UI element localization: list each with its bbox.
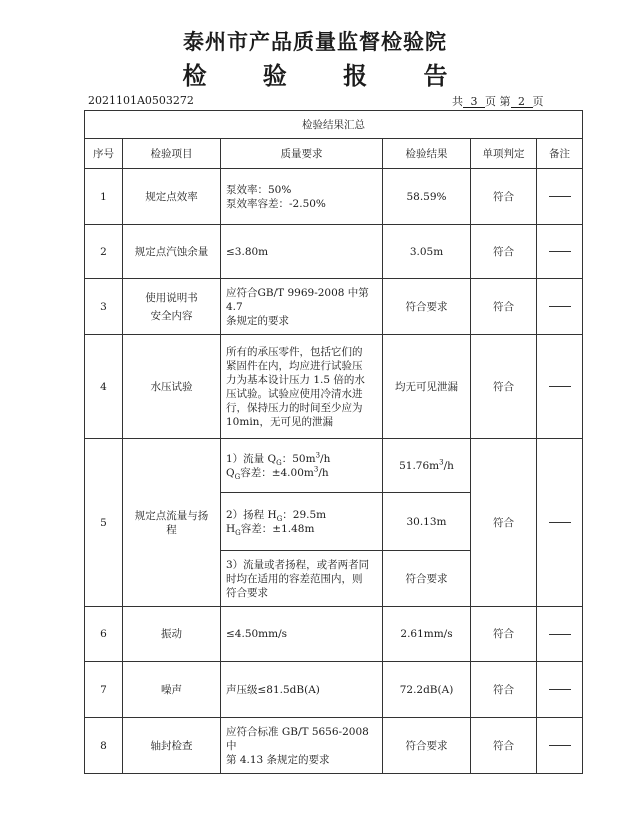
remark-dash [549, 522, 571, 523]
requirement-line: 声压级≤81.5dB(A) [226, 683, 320, 696]
item-line: 安全内容 [150, 309, 193, 322]
quality-requirement [221, 493, 383, 551]
organization-name: 泰州市产品质量监督检验院 [183, 30, 447, 54]
remark [537, 662, 583, 718]
page-total-prefix: 共 [452, 95, 463, 108]
inspection-item: 水压试验 [123, 335, 221, 439]
inspection-result: 符合要求 [383, 551, 471, 607]
item-verdict: 符合 [471, 279, 537, 335]
item-verdict: 符合 [471, 662, 537, 718]
item-verdict: 符合 [471, 439, 537, 607]
requirement-line: 应符合GB/T 9969-2008 中第4.7 [226, 286, 369, 313]
inspection-result: 72.2dB(A) [383, 662, 471, 718]
quality-requirement [221, 718, 383, 774]
item-verdict: 符合 [471, 169, 537, 225]
table-row [85, 169, 583, 225]
requirement-line: 10min，无可见的泄漏 [226, 415, 333, 428]
page-current-prefix: 第 [499, 95, 511, 108]
page-current: 2 [511, 96, 533, 108]
requirement-line: 行，保持压力的时间至少应为 [226, 401, 363, 414]
item-verdict: 符合 [471, 335, 537, 439]
page-word: 页 [485, 95, 496, 108]
remark [537, 169, 583, 225]
remark-dash [549, 386, 571, 387]
row-number: 6 [85, 607, 123, 662]
quality-requirement [221, 335, 383, 439]
requirement-line: $H_G$容差：±1.48m [226, 522, 315, 537]
requirement-line: 所有的承压零件，包括它们的 [226, 345, 363, 358]
quality-requirement [221, 279, 383, 335]
table-row [85, 607, 583, 662]
row-number: 5 [85, 439, 123, 607]
table-row [85, 439, 583, 493]
quality-requirement [221, 169, 383, 225]
remark [537, 718, 583, 774]
report-title: 检 验 报 告 [182, 62, 472, 90]
column-header: 检验结果 [383, 139, 471, 169]
item-line: 规定点流量与扬 [134, 509, 209, 522]
inspection-result: 3.05m [383, 225, 471, 279]
table-row [85, 718, 583, 774]
inspection-result: 58.59% [383, 169, 471, 225]
page-current-suffix: 页 [532, 95, 544, 108]
remark-dash [549, 196, 571, 197]
requirement-line: ≤4.50mm/s [226, 628, 288, 640]
row-number: 3 [85, 279, 123, 335]
inspection-item: 噪声 [123, 662, 221, 718]
column-header: 质量要求 [221, 139, 383, 169]
requirement-line: 压试验。试验应使用冷清水进 [226, 387, 363, 400]
remark-dash [549, 251, 571, 252]
requirement-line: 第 4.13 条规定的要求 [226, 753, 330, 766]
inspection-result: $51.76m^3/h$ [383, 439, 471, 493]
inspection-result: 2.61mm/s [383, 607, 471, 662]
item-verdict: 符合 [471, 225, 537, 279]
item-verdict: 符合 [471, 607, 537, 662]
requirement-line: 力为基本设计压力 1.5 倍的水 [226, 373, 365, 386]
requirement-line: 泵效率：50% [226, 183, 292, 196]
column-header: 序号 [85, 139, 123, 169]
item-line: 使用说明书 [145, 291, 198, 304]
requirement-line: 2）扬程 $H_G$：29.5m [226, 508, 327, 523]
quality-requirement [221, 439, 383, 493]
requirement-line: 3）流量或者扬程，或者两者同 [226, 558, 370, 571]
page-total: 3 [463, 96, 485, 108]
row-number: 8 [85, 718, 123, 774]
report-number: 2021101A0503272 [88, 94, 194, 107]
column-header: 备注 [537, 139, 583, 169]
item-verdict: 符合 [471, 718, 537, 774]
remark-dash [549, 689, 571, 690]
row-number: 4 [85, 335, 123, 439]
inspection-item: 振动 [123, 607, 221, 662]
requirement-line: 条规定的要求 [226, 314, 289, 327]
quality-requirement [221, 225, 383, 279]
requirement-line: 应符合标准 GB/T 5656-2008 中 [226, 725, 369, 752]
remark [537, 439, 583, 607]
remark [537, 335, 583, 439]
results-table [84, 110, 583, 774]
remark [537, 225, 583, 279]
requirement-line: 1）流量 $Q_G$：$50m^3/h$ [226, 451, 331, 467]
requirement-line: 符合要求 [226, 586, 268, 599]
requirement-line: 时均在适用的容差范围内，则 [226, 572, 363, 585]
remark-dash [549, 745, 571, 746]
inspection-item [123, 439, 221, 607]
requirement-line: 泵效率容差：-2.50% [226, 197, 326, 210]
inspection-result: 符合要求 [383, 279, 471, 335]
remark [537, 279, 583, 335]
inspection-item: 轴封检查 [123, 718, 221, 774]
column-header: 检验项目 [123, 139, 221, 169]
quality-requirement [221, 551, 383, 607]
requirement-line: 紧固件在内，均应进行试验压 [226, 359, 363, 372]
table-row [85, 279, 583, 335]
row-number: 2 [85, 225, 123, 279]
column-header: 单项判定 [471, 139, 537, 169]
table-row [85, 662, 583, 718]
table-header-row [85, 139, 583, 169]
inspection-item [123, 279, 221, 335]
quality-requirement [221, 662, 383, 718]
inspection-result: 30.13m [383, 493, 471, 551]
page-info [452, 93, 544, 109]
inspection-result: 均无可见泄漏 [383, 335, 471, 439]
remark-dash [549, 634, 571, 635]
requirement-line: $Q_G$容差：$\pm 4.00m^3/h$ [226, 465, 329, 481]
row-number: 1 [85, 169, 123, 225]
table-caption: 检验结果汇总 [85, 111, 583, 139]
requirement-line: ≤3.80m [226, 245, 269, 258]
row-number: 7 [85, 662, 123, 718]
inspection-item: 规定点汽蚀余量 [123, 225, 221, 279]
remark-dash [549, 306, 571, 307]
table-row [85, 335, 583, 439]
item-line: 程 [166, 523, 177, 536]
table-row [85, 225, 583, 279]
quality-requirement [221, 607, 383, 662]
inspection-item: 规定点效率 [123, 169, 221, 225]
remark [537, 607, 583, 662]
inspection-result: 符合要求 [383, 718, 471, 774]
